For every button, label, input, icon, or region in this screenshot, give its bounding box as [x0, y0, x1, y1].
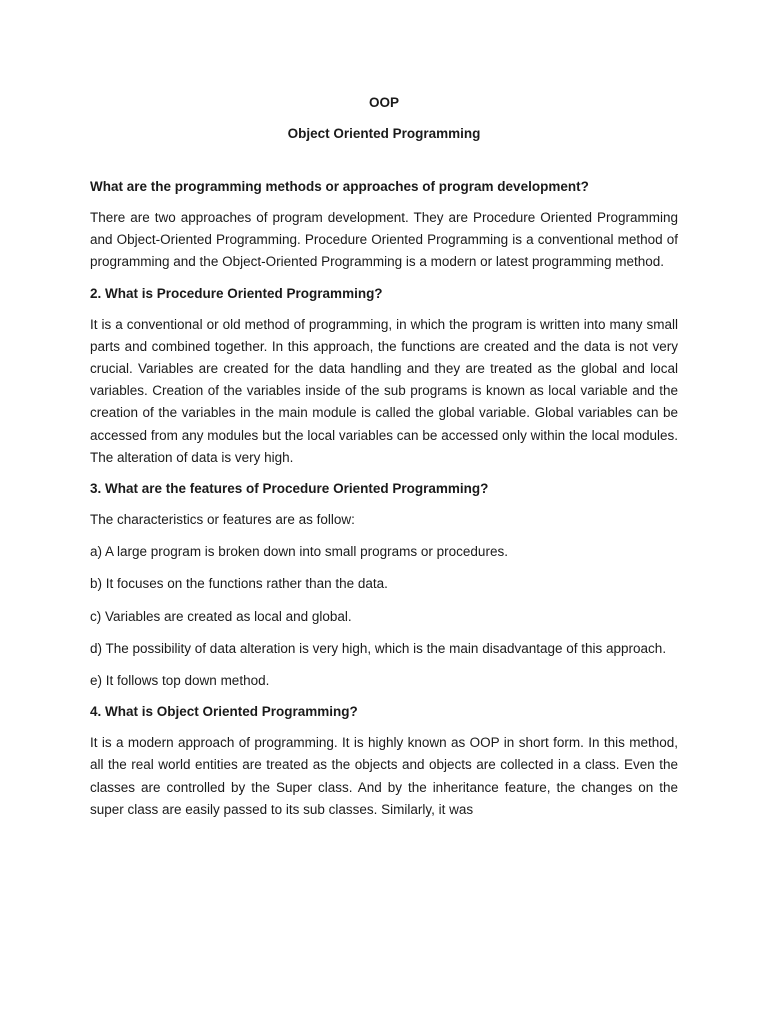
feature-item: e) It follows top down method. — [90, 673, 270, 689]
feature-item: d) The possibility of data alteration is very high, which is the main disadvantage of this approach. — [90, 640, 667, 656]
document-page — [90, 93, 678, 821]
question-heading-methods: What are the programming methods or approaches of program development? — [90, 179, 589, 194]
document-title: OOP — [368, 95, 399, 110]
feature-item: a) A large program is broken down into small programs or procedures. — [90, 544, 508, 560]
answer-paragraph-object-oriented: It is a modern approach of programming. It is highly known as OOP in short form. In this method, all the real world entities are treated as the objects and objects are collected in a class. Even the classes are controlled by the Super class. And by the inheritance feature, the changes on the super class are easily passed to its sub classes. Similarly, it was — [90, 735, 678, 817]
document-subtitle: Object Oriented Programming — [287, 126, 481, 141]
answer-paragraph-procedure-oriented: It is a conventional or old method of programming, in which the program is written into many small parts and combined together. In this approach, the functions are created and the data is not very crucial. Variables are created for the data handling and they are treated as the global and local variables. Creation of the variables inside of the sub programs is known as local variable and the creation of the variables in the main module is called the global variable. Global variables can be accessed from any modules but the local variables can be accessed only within the local modules. The alteration of data is very high. — [90, 316, 678, 465]
feature-item: c) Variables are created as local and global. — [90, 608, 352, 624]
question-heading-features: 3. What are the features of Procedure Oriented Programming? — [90, 481, 489, 497]
feature-item: b) It focuses on the functions rather than the data. — [90, 576, 388, 592]
features-intro: The characteristics or features are as follow: — [90, 512, 355, 528]
answer-paragraph-methods: There are two approaches of program development. They are Procedure Oriented Programming and Object-Oriented Programming. Procedure Oriented Programming is a conventional method of programming and the Object-Oriented Programming is a modern or latest programming method. — [90, 210, 678, 270]
question-heading-procedure-oriented: 2. What is Procedure Oriented Programming? — [90, 285, 383, 301]
question-heading-object-oriented: 4. What is Object Oriented Programming? — [90, 704, 358, 720]
